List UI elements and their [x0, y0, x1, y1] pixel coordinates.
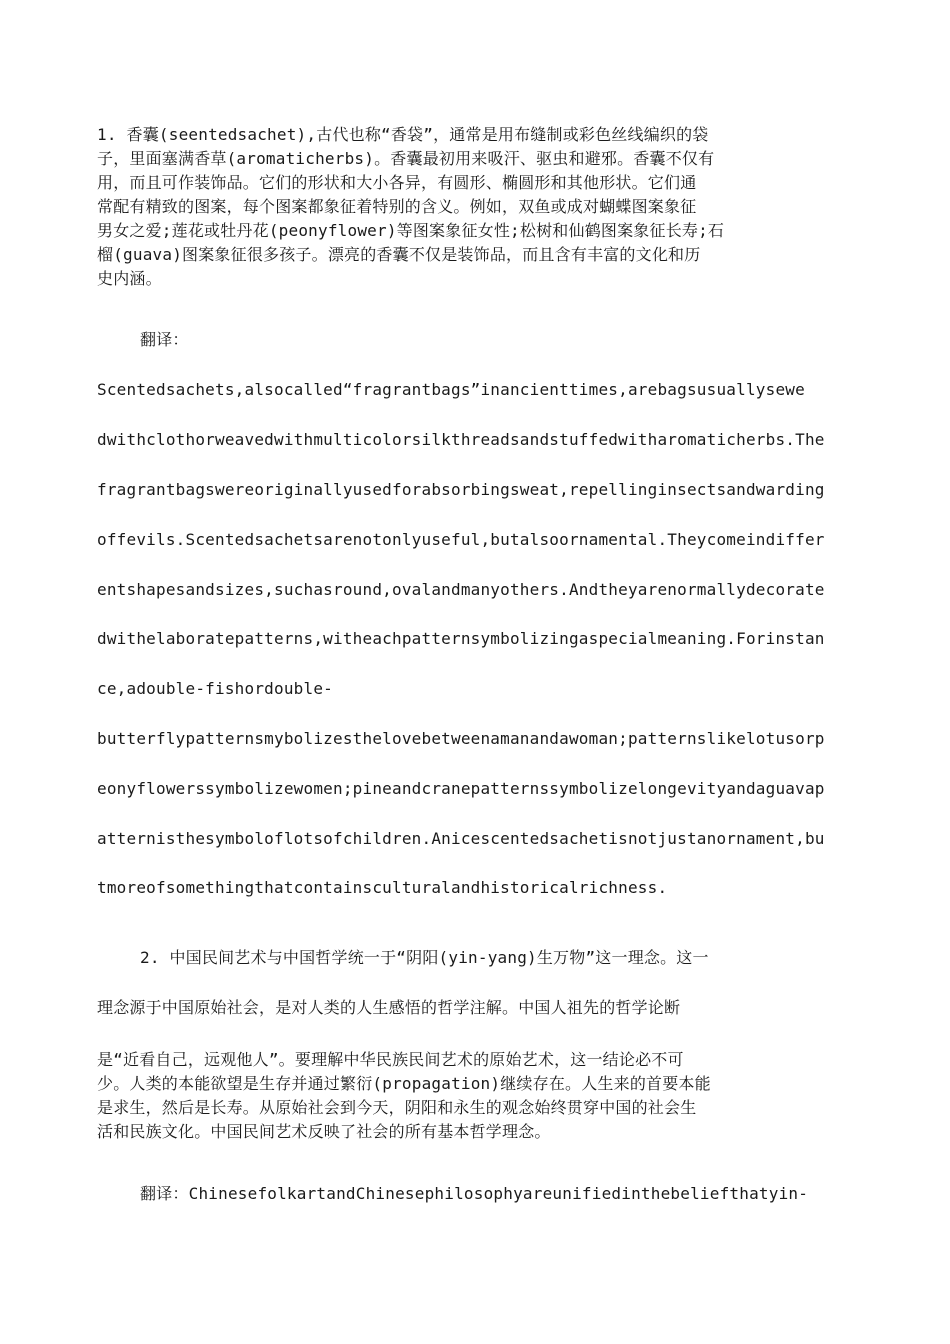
paragraph-2-line: 理念源于中国原始社会，是对人类的人生感悟的哲学注解。中国人祖先的哲学论断	[97, 998, 681, 1017]
translation-1-line: tmoreofsomethingthatcontainsculturalandhistoricalrichness.	[97, 878, 668, 897]
paragraph-1-line: 史内涵。	[97, 269, 162, 288]
translation-1-line: entshapesandsizes,suchasround,ovalandmanyothers.Andtheyarenormallydecorate	[97, 580, 825, 599]
translation-1-line: dwithclothorweavedwithmulticolorsilkthreadsandstuffedwitharomaticherbs.The	[97, 430, 825, 449]
translation-1-line: butterflypatternsmybolizesthelovebetweenamanandawoman;patternslikelotusorp	[97, 729, 825, 748]
paragraph-2-line: 是求生，然后是长寿。从原始社会到今天，阴阳和永生的观念始终贯穿中国的社会生	[97, 1098, 697, 1117]
translation-1-line: offevils.Scentedsachetsarenotonlyuseful,butalsoornamental.Theycomeindiffer	[97, 530, 825, 549]
translation-1-line: ce,adouble-fishordouble-	[97, 679, 333, 698]
translation-1-line: eonyflowerssymbolizewomen;pineandcranepatternssymbolizelongevityandaguavap	[97, 779, 825, 798]
translation-2-label: 翻译：	[140, 1184, 189, 1203]
paragraph-1-line: 子，里面塞满香草(aromaticherbs)。香囊最初用来吸汗、驱虫和避邪。香囊不仅有	[97, 149, 715, 168]
paragraph-1-line: 用，而且可作装饰品。它们的形状和大小各异，有圆形、椭圆形和其他形状。它们通	[97, 173, 697, 192]
translation-2-line	[140, 1183, 850, 1205]
paragraph-1-line: 常配有精致的图案，每个图案都象征着特别的含义。例如，双鱼或成对蝴蝶图案象征	[97, 197, 697, 216]
translation-1-line: fragrantbagswereoriginallyusedforabsorbingsweat,repellinginsectsandwarding	[97, 480, 825, 499]
paragraph-2-line: 少。人类的本能欲望是生存并通过繁衍(propagation)继续存在。人生来的首要本能	[97, 1074, 711, 1093]
translation-1-label: 翻译：	[140, 330, 189, 349]
paragraph-1-line: 榴(guava)图案象征很多孩子。漂亮的香囊不仅是装饰品，而且含有丰富的文化和历	[97, 245, 701, 264]
paragraph-2-line: 活和民族文化。中国民间艺术反映了社会的所有基本哲学理念。	[97, 1122, 551, 1141]
translation-1-line: Scentedsachets,alsocalled“fragrantbags”inancienttimes,arebagsusuallysewe	[97, 380, 805, 399]
translation-1-line: dwithelaboratepatterns,witheachpatternsymbolizingaspecialmeaning.Forinstan	[97, 629, 825, 648]
paragraph-1-line: 男女之爱;莲花或牡丹花(peonyflower)等图案象征女性;松树和仙鹤图案象征长寿;石	[97, 221, 725, 240]
paragraph-2-line: 是“近看自己，远观他人”。要理解中华民族民间艺术的原始艺术，这一结论必不可	[97, 1050, 684, 1069]
paragraph-2-line: 2. 中国民间艺术与中国哲学统一于“阴阳(yin-yang)生万物”这一理念。这一	[140, 948, 709, 967]
translation-1-line: atternisthesymboloflotsofchildren.Anicescentedsachetisnotjustanornament,bu	[97, 829, 825, 848]
translation-2-text: ChinesefolkartandChinesephilosophyareunifiedinthebeliefthatyin-	[188, 1184, 809, 1203]
paragraph-1-line: 1. 香囊(seentedsachet),古代也称“香袋”，通常是用布缝制或彩色丝线编织的袋	[97, 125, 709, 144]
